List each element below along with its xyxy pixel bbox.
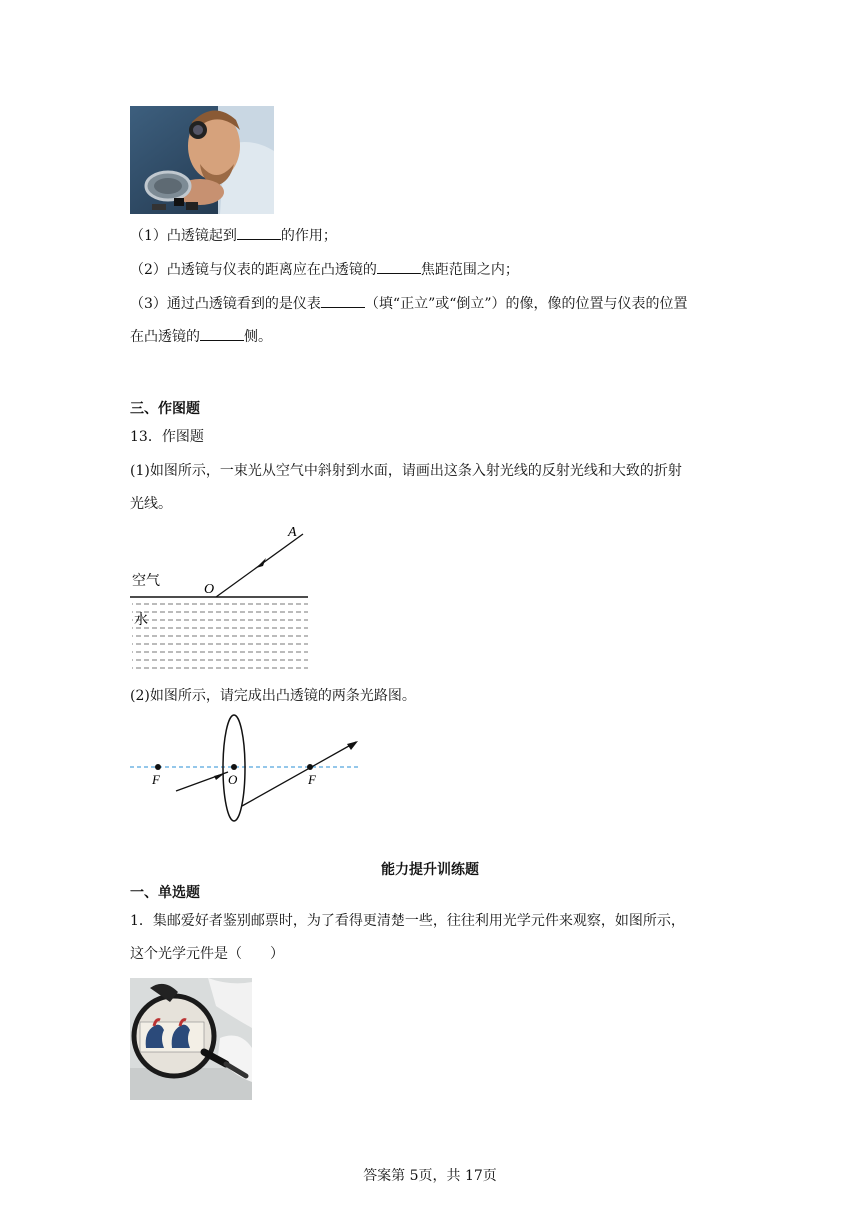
section-heading-single-choice: 一、单选题 <box>130 885 200 901</box>
label-f-left: F <box>152 772 160 787</box>
label-air: 空气 <box>132 573 160 589</box>
water-region <box>132 599 308 673</box>
q13-1-line1: (1)如图所示，一束光从空气中斜射到水面，请画出这条入射光线的反射光线和大致的折射 <box>130 463 682 479</box>
q1-line1: 1．集邮爱好者鉴别邮票时，为了看得更清楚一些，往往利用光学元件来观察，如图所示， <box>130 913 685 929</box>
convex-lens-figure <box>128 712 368 824</box>
q12-part3-text-b: （填“正立”或“倒立”）的像，像的位置与仪表的位置 <box>364 296 688 312</box>
q12-part2 <box>130 259 519 280</box>
q13-2-text: (2)如图所示，请完成出凸透镜的两条光路图。 <box>130 688 416 704</box>
q12-part3 <box>130 293 688 314</box>
answer-blank <box>237 225 281 240</box>
label-water: 水 <box>134 612 148 628</box>
focus-left-dot <box>155 764 161 770</box>
ability-title: 能力提升训练题 <box>381 862 479 878</box>
answer-blank <box>377 259 421 274</box>
label-f-right: F <box>308 772 316 787</box>
answer-blank <box>321 293 365 308</box>
q12-part1-text-b: 的作用； <box>280 228 337 244</box>
q12-part2-text-b: 焦距范围之内； <box>420 262 519 278</box>
q13-1-line2: 光线。 <box>130 496 172 512</box>
reflection-refraction-figure <box>128 520 318 676</box>
q12-part1 <box>130 225 337 246</box>
q12-part3-text-a: （3）通过凸透镜看到的是仪表 <box>130 296 321 312</box>
ray-arrow-icon <box>256 558 266 568</box>
ray-arrow-icon <box>347 741 358 750</box>
q12-part3-text-c: 在凸透镜的 <box>130 329 200 345</box>
label-a: A <box>288 525 297 540</box>
label-o: O <box>204 582 215 597</box>
q12-part3-text-d: 侧。 <box>244 329 272 345</box>
watchmaker-photo <box>130 106 274 214</box>
section-heading-drawing: 三、作图题 <box>130 401 200 417</box>
q1-line2: 这个光学元件是（ ） <box>130 946 284 962</box>
page-footer: 答案第 5页，共 17页 <box>363 1168 497 1184</box>
q13-title: 13．作图题 <box>130 429 204 445</box>
optical-center-dot <box>231 764 237 770</box>
q12-part2-text-a: （2）凸透镜与仪表的距离应在凸透镜的 <box>130 262 377 278</box>
label-o-lens: O <box>228 772 238 787</box>
q12-part3-cont <box>130 326 272 347</box>
stamp-magnifier-photo <box>130 978 252 1100</box>
q12-part1-text-a: （1）凸透镜起到 <box>130 228 237 244</box>
ray-through-focus <box>242 742 356 806</box>
answer-blank <box>200 326 244 341</box>
